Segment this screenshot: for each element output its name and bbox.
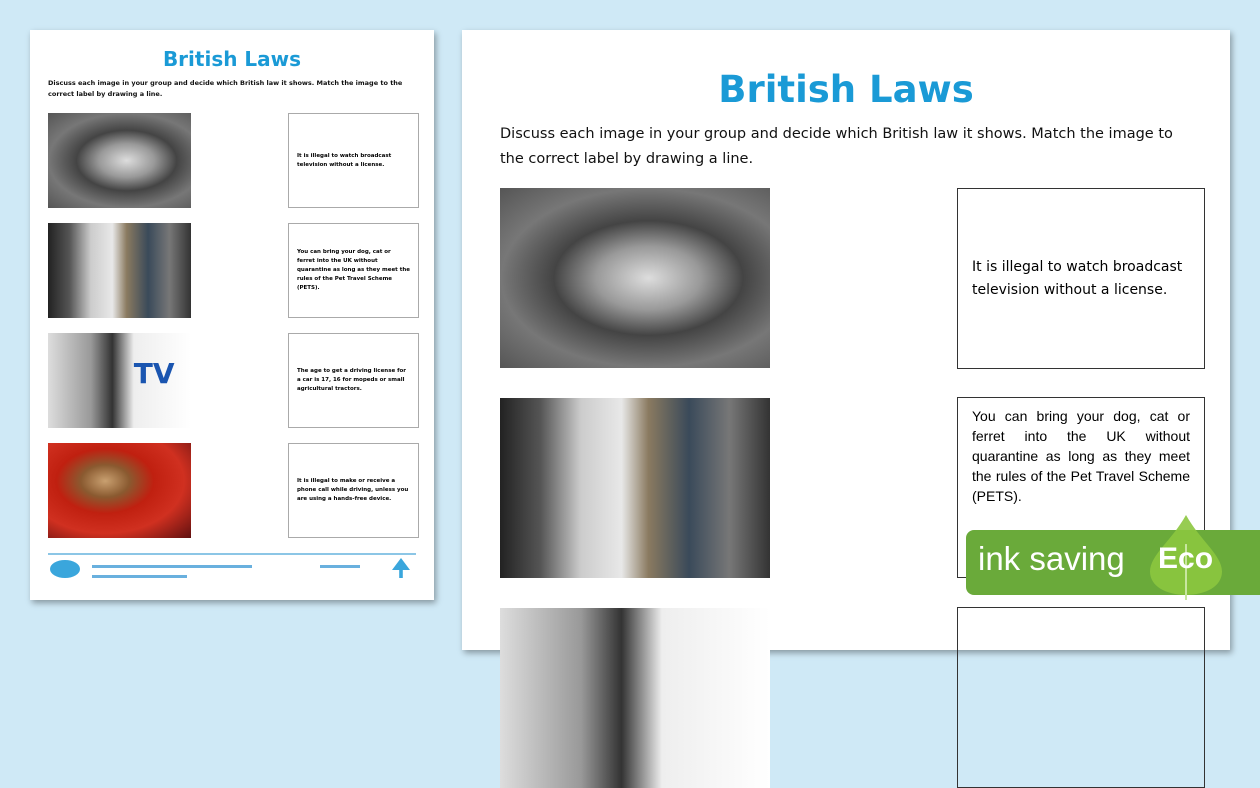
photo-tv-van (48, 333, 191, 428)
photo-headset (48, 113, 191, 208)
twinkl-logo (50, 560, 80, 578)
instructions: Discuss each image in your group and decide which British law it shows. Match the image to the correct label by drawing a line. (500, 126, 1173, 167)
footer-logo (392, 558, 410, 578)
ink-saving-text: ink saving (978, 540, 1125, 577)
photo-driving (500, 398, 770, 578)
photo-cat (48, 443, 191, 538)
page-title: British Laws (162, 47, 302, 71)
label-box: It is illegal to watch broadcast television without a license. (288, 113, 419, 208)
label-box (957, 607, 1205, 788)
label-box: The age to get a driving license for a car is 17, 16 for mopeds or small agricultural tractors. (288, 333, 419, 428)
photo-headset (500, 188, 770, 368)
photo-tv-van (500, 608, 770, 788)
label-box: You can bring your dog, cat or ferret into the UK without quarantine as long as they meet the rules of the Pet Travel Scheme (PETS). (957, 397, 1205, 578)
tv-van-text: TV (133, 356, 175, 390)
footer-text (92, 575, 187, 578)
footer-text (92, 565, 252, 568)
footer-divider (48, 553, 416, 555)
footer-text (320, 565, 360, 568)
page-title: British Laws (718, 68, 974, 111)
label-box: It is illegal to make or receive a phone call while driving, unless you are using a hands-free device. (288, 443, 419, 538)
photo-driving (48, 223, 191, 318)
eco-label: Eco (1158, 542, 1214, 575)
label-box: It is illegal to watch broadcast television without a license. (957, 188, 1205, 369)
label-box: You can bring your dog, cat or ferret into the UK without quarantine as long as they meet the rules of the Pet Travel Scheme (PETS). (288, 223, 419, 318)
worksheet-thumbnail (30, 30, 434, 600)
instructions: Discuss each image in your group and decide which British law it shows. Match the image to the correct label by drawing a line. (48, 79, 403, 98)
